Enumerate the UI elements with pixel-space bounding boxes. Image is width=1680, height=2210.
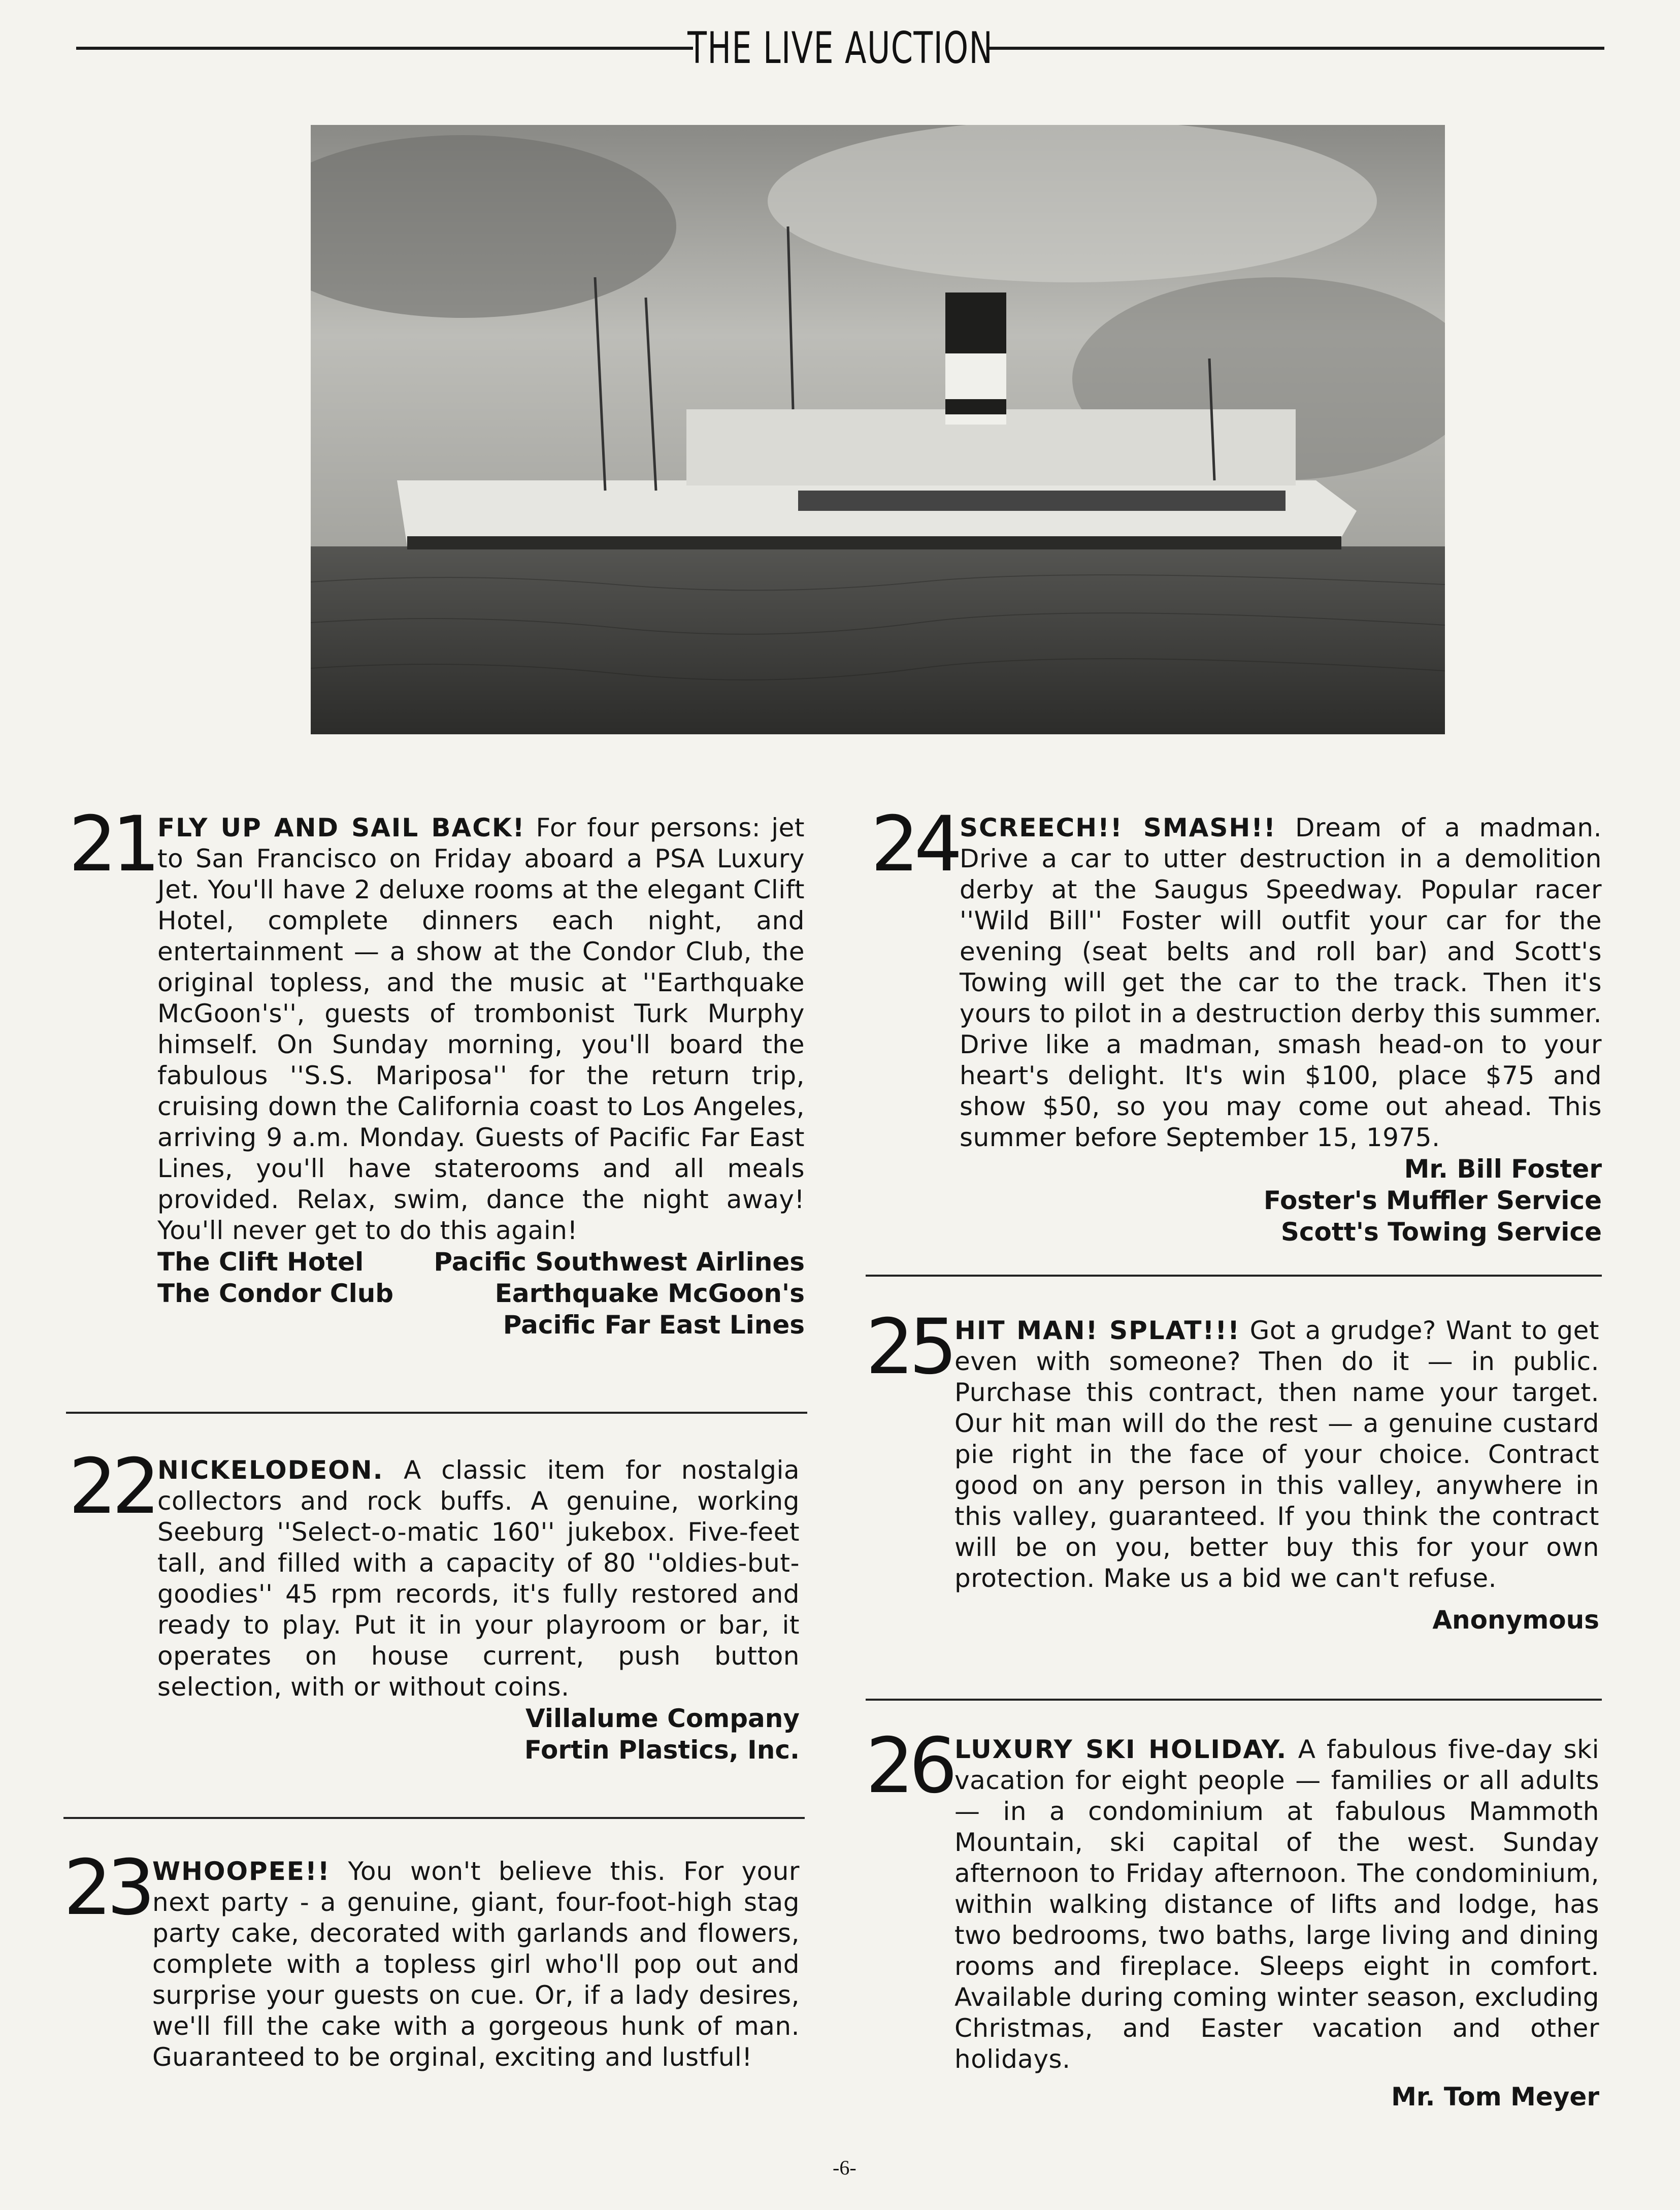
ship-photo [311, 125, 1445, 734]
section-divider [866, 1275, 1602, 1277]
section-divider [66, 1412, 807, 1414]
auction-item-24 [871, 800, 1602, 1248]
auction-item-26 [866, 1722, 1599, 2112]
item-donors [157, 1246, 805, 1341]
donor: Scott's Towing Service [1280, 1217, 1602, 1247]
donor: Villalume Company [525, 1704, 800, 1733]
header-rule-left [76, 47, 693, 50]
section-divider [866, 1699, 1602, 1701]
item-description [152, 1856, 800, 2073]
item-description [960, 812, 1602, 1153]
item-description [157, 1455, 800, 1703]
item-text: You won't believe this. For your next party - a genuine, giant, four-foot-high stag party cake, decorated with garlands and flowers, complete with a topless girl who'll pop out and surprise your guests on cue. Or, if a lady desires, we'll fill the cake with a gorgeous hunk of man. Guaranteed to be orginal, exciting and lustful! [152, 1857, 800, 2072]
item-number: 24 [871, 800, 958, 889]
auction-item-21 [69, 800, 805, 1341]
item-number: 22 [69, 1443, 155, 1531]
donor: Pacific Far East Lines [503, 1310, 805, 1340]
item-donors [157, 1703, 800, 1766]
item-description [954, 1734, 1599, 2075]
donor: Mr. Bill Foster [1404, 1154, 1602, 1184]
item-headline: FLY UP AND SAIL BACK! [157, 813, 525, 842]
section-divider [63, 1817, 805, 1819]
item-description [157, 812, 805, 1246]
donor: The Clift Hotel [157, 1247, 364, 1277]
item-headline: NICKELODEON. [157, 1455, 384, 1485]
item-number: 21 [69, 800, 155, 889]
item-headline: SCREECH!! SMASH!! [960, 813, 1276, 842]
donor: The Condor Club [157, 1279, 394, 1308]
item-number: 23 [63, 1844, 150, 1932]
item-donors [954, 2081, 1599, 2112]
page-title: THE LIVE AUCTION [687, 23, 994, 74]
item-text: A classic item for nostalgia collectors and rock buffs. A genuine, working Seeburg ''Select-o-matic 160'' jukebox. Five-feet tall, and filled with a capacity of 80 ''oldies-but-goodies'' 45 rpm records, it's fully restored and ready to play. Put it in your playroom or bar, it operates on house current, push button selection, with or without coins. [157, 1455, 800, 1702]
page-number: -6- [833, 2156, 857, 2179]
donor: Anonymous [1432, 1605, 1599, 1635]
item-text: Dream of a madman. Drive a car to utter destruction in a demolition derby at the Saugus Speedway. Popular racer ''Wild Bill'' Foster will outfit your car for the evening (seat belts and roll bar) and Scott's Towing will get the car to the track. Then it's yours to pilot in a destruction derby this summer. Drive like a madman, smash head-on to your heart's delight. It's win $100, place $75 and show $50, so you may come out ahead. This summer before September 15, 1975. [960, 813, 1602, 1152]
item-text: A fabulous five-day ski vacation for eight people — families or all adults — in a condominium at fabulous Mammoth Mountain, ski capital of the west. Sunday afternoon to Friday afternoon. The condominium, within walking distance of lifts and lodge, has two bedrooms, two baths, large living and dining rooms and fireplace. Sleeps eight in comfort. Available during coming winter season, excluding Christmas, and Easter vacation and other holidays. [954, 1735, 1599, 2074]
item-donors [960, 1153, 1602, 1248]
ship-illustration [311, 125, 1445, 734]
item-text: For four persons: jet to San Francisco on Friday aboard a PSA Luxury Jet. You'll have 2 deluxe rooms at the elegant Clift Hotel, complete dinners each night, and entertainment — a show at the Condor Club, the original topless, and the music at ''Earthquake McGoon's'', guests of trombonist Turk Murphy himself. On Sunday morning, you'll board the fabulous ''S.S. Mariposa'' for the return trip, cruising down the California coast to Los Angeles, arriving 9 a.m. Monday. Guests of Pacific Far East Lines, you'll have staterooms and all meals provided. Relax, swim, dance the night away! You'll never get to do this again! [157, 813, 805, 1245]
donor: Mr. Tom Meyer [1391, 2082, 1599, 2111]
item-number: 25 [866, 1303, 952, 1391]
auction-item-23 [63, 1844, 800, 2073]
item-headline: WHOOPEE!! [152, 1857, 331, 1886]
item-donors [954, 1604, 1599, 1636]
auction-item-22 [69, 1443, 800, 1766]
item-description [954, 1315, 1599, 1594]
header-rule-right [987, 47, 1604, 50]
item-number: 26 [866, 1722, 952, 1810]
page-header [76, 20, 1604, 76]
item-headline: HIT MAN! SPLAT!!! [954, 1316, 1240, 1345]
item-text: Got a grudge? Want to get even with someone? Then do it — in public. Purchase this contract, then name your target. Our hit man will do the rest — a genuine custard pie right in the face of your choice. Contract good on any person in this valley, anywhere in this valley, guaranteed. If you think the contract will be on you, better buy this for your own protection. Make us a bid we can't refuse. [954, 1316, 1599, 1593]
item-headline: LUXURY SKI HOLIDAY. [954, 1735, 1288, 1764]
donor: Fortin Plastics, Inc. [524, 1735, 800, 1765]
auction-item-25 [866, 1303, 1599, 1636]
donor: Foster's Muffler Service [1263, 1186, 1602, 1215]
donor: Pacific Southwest Airlines [434, 1247, 805, 1277]
donor: Earthquake McGoon's [495, 1279, 805, 1308]
